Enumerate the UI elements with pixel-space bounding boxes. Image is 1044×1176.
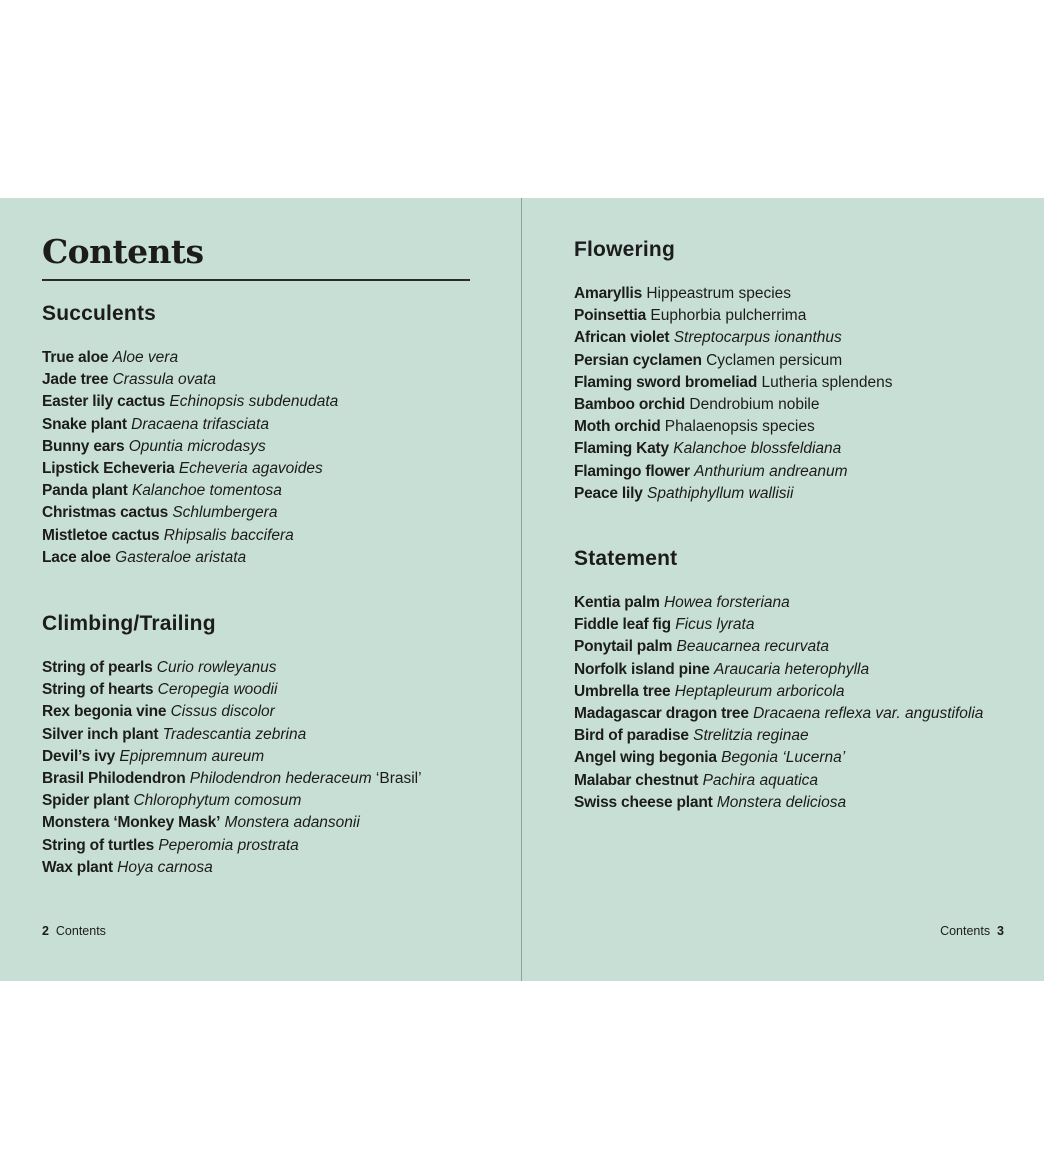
common-name: Devil’s ivy (42, 747, 116, 765)
botanical-name: Curio rowleyanus (156, 659, 277, 676)
contents-entry (574, 483, 1014, 505)
botanical-name: Streptocarpus ionanthus (673, 329, 842, 347)
contents-entry (574, 636, 1014, 658)
contents-entry (42, 480, 482, 502)
page-title: Contents (42, 232, 204, 271)
botanical-name: Dracaena reflexa var. angustifolia (753, 705, 984, 723)
botanical-name: Echeveria agavoides (178, 460, 323, 478)
common-name: String of turtles (42, 836, 154, 854)
botanical-name: Ceropegia woodii (157, 681, 278, 699)
botanical-name: Schlumbergera (172, 504, 278, 522)
botanical-name: Epipremnum aureum (119, 747, 265, 765)
contents-entry (574, 438, 1014, 460)
common-name: Lipstick Echeveria (42, 460, 175, 478)
common-name: True aloe (42, 349, 109, 366)
contents-entry (574, 327, 1014, 349)
botanical-name: Anthurium andreanum (694, 462, 848, 480)
entry-list (42, 347, 482, 569)
contents-entry (42, 857, 482, 879)
botanical-name: Lutheria splendens (761, 373, 893, 391)
left-page (42, 198, 482, 981)
page-footer (940, 924, 1004, 938)
common-name: Panda plant (42, 482, 128, 500)
common-name: Bunny ears (42, 437, 125, 455)
common-name: Silver inch plant (42, 725, 159, 743)
common-name: Kentia palm (574, 594, 660, 611)
botanical-name: Aloe vera (112, 349, 179, 366)
contents-entry (574, 461, 1014, 483)
botanical-name: Heptapleurum arboricola (674, 682, 845, 700)
common-name: Brasil Philodendron (42, 770, 186, 788)
common-name: Christmas cactus (42, 504, 169, 522)
botanical-name: Pachira aquatica (702, 771, 819, 789)
common-name: Rex begonia vine (42, 703, 167, 721)
botanical-name: Tradescantia zebrina (162, 725, 307, 743)
running-footer-label: Contents (55, 924, 106, 938)
contents-entry (574, 703, 1014, 725)
common-name: Wax plant (42, 858, 113, 876)
section-heading: Succulents (42, 302, 157, 325)
common-name: Flaming Katy (574, 440, 669, 458)
section-flowering (574, 237, 1014, 505)
section-succulents (42, 301, 482, 569)
common-name: Madagascar dragon tree (574, 705, 749, 723)
botanical-name: Dracaena trifasciata (131, 415, 269, 433)
section-statement (574, 546, 1014, 814)
botanical-name: Rhipsalis baccifera (163, 526, 294, 544)
botanical-name: Hoya carnosa (117, 858, 213, 876)
contents-entry (42, 436, 482, 458)
cultivar-name: ‘Lucerna’ (782, 749, 846, 767)
common-name: Snake plant (42, 415, 127, 433)
botanical-name: Hippeastrum species (646, 285, 792, 302)
contents-entry (574, 394, 1014, 416)
contents-entry (574, 283, 1014, 305)
common-name: Malabar chestnut (574, 771, 699, 789)
botanical-name: Echinopsis subdenudata (169, 393, 339, 411)
section-climbing-trailing (42, 611, 482, 879)
contents-entry (574, 372, 1014, 394)
right-page (574, 198, 1014, 981)
botanical-name: Strelitzia reginae (693, 727, 809, 745)
common-name: Amaryllis (574, 285, 642, 302)
contents-entry (42, 502, 482, 524)
common-name: Fiddle leaf fig (574, 616, 671, 634)
common-name: Umbrella tree (574, 682, 671, 700)
contents-entry (574, 350, 1014, 372)
common-name: Jade tree (42, 371, 109, 389)
contents-entry (574, 792, 1014, 814)
entry-list (574, 283, 1014, 505)
common-name: Angel wing begonia (574, 749, 717, 767)
common-name: Flamingo flower (574, 462, 690, 480)
running-footer-label: Contents (940, 924, 991, 938)
common-name: Mistletoe cactus (42, 526, 160, 544)
common-name: Bird of paradise (574, 727, 689, 745)
common-name: Norfolk island pine (574, 660, 710, 678)
botanical-name: Crassula ovata (112, 371, 216, 389)
botanical-name: Philodendron hederaceum (189, 770, 372, 788)
entry-list (574, 592, 1014, 814)
common-name: Poinsettia (574, 307, 647, 325)
common-name: Lace aloe (42, 548, 111, 566)
contents-entry (574, 770, 1014, 792)
contents-entry (574, 614, 1014, 636)
contents-entry (42, 790, 482, 812)
contents-entry (42, 679, 482, 701)
botanical-name: Cissus discolor (170, 703, 275, 721)
botanical-name: Phalaenopsis species (664, 418, 815, 436)
contents-entry (42, 458, 482, 480)
contents-entry (574, 659, 1014, 681)
contents-entry (574, 725, 1014, 747)
botanical-name: Peperomia prostrata (158, 836, 299, 854)
section-heading: Statement (574, 547, 678, 570)
contents-entry (42, 369, 482, 391)
common-name: Moth orchid (574, 418, 661, 436)
common-name: Ponytail palm (574, 638, 673, 656)
botanical-name: Dendrobium nobile (689, 396, 820, 414)
page-number: 3 (997, 924, 1004, 938)
contents-entry (574, 747, 1014, 769)
contents-entry (42, 525, 482, 547)
contents-entry (42, 391, 482, 413)
contents-entry (42, 414, 482, 436)
contents-entry (42, 746, 482, 768)
contents-entry (42, 657, 482, 679)
common-name: Swiss cheese plant (574, 793, 713, 811)
contents-entry (42, 835, 482, 857)
common-name: Monstera ‘Monkey Mask’ (42, 814, 221, 832)
botanical-name: Beaucarnea recurvata (676, 638, 830, 656)
botanical-name: Kalanchoe tomentosa (131, 482, 282, 500)
contents-entry (42, 724, 482, 746)
page-gutter (521, 198, 522, 981)
botanical-name: Euphorbia pulcherrima (650, 307, 807, 325)
contents-entry (42, 768, 482, 790)
page-footer (42, 924, 106, 938)
contents-entry (42, 547, 482, 569)
botanical-name: Howea forsteriana (663, 594, 790, 611)
botanical-name: Monstera deliciosa (716, 793, 847, 811)
botanical-name: Cyclamen persicum (706, 351, 843, 369)
botanical-name: Begonia (721, 749, 778, 767)
common-name: Flaming sword bromeliad (574, 373, 758, 391)
contents-entry (42, 701, 482, 723)
botanical-name: Opuntia microdasys (128, 437, 266, 455)
botanical-name: Ficus lyrata (675, 616, 755, 634)
botanical-name: Monstera adansonii (224, 814, 360, 832)
section-heading: Climbing/Trailing (42, 612, 216, 635)
common-name: Bamboo orchid (574, 396, 686, 414)
contents-entry (42, 347, 482, 369)
page-number: 2 (42, 924, 49, 938)
botanical-name: Kalanchoe blossfeldiana (673, 440, 842, 458)
botanical-name: Spathiphyllum wallisii (646, 484, 794, 502)
common-name: African violet (574, 329, 670, 347)
botanical-name: Chlorophytum comosum (133, 792, 302, 810)
botanical-name: Araucaria heterophylla (714, 660, 870, 678)
section-heading: Flowering (574, 238, 675, 261)
contents-entry (574, 416, 1014, 438)
common-name: Easter lily cactus (42, 393, 166, 411)
contents-entry (574, 681, 1014, 703)
common-name: Spider plant (42, 792, 130, 810)
contents-entry (42, 812, 482, 834)
common-name: String of pearls (42, 659, 153, 676)
common-name: String of hearts (42, 681, 154, 699)
entry-list (42, 657, 482, 879)
common-name: Persian cyclamen (574, 351, 702, 369)
cultivar-name: ‘Brasil’ (375, 770, 422, 788)
contents-entry (574, 592, 1014, 614)
botanical-name: Gasteraloe aristata (115, 548, 247, 566)
book-spread (0, 198, 1044, 981)
title-rule (42, 279, 470, 281)
common-name: Peace lily (574, 484, 643, 502)
contents-entry (574, 305, 1014, 327)
